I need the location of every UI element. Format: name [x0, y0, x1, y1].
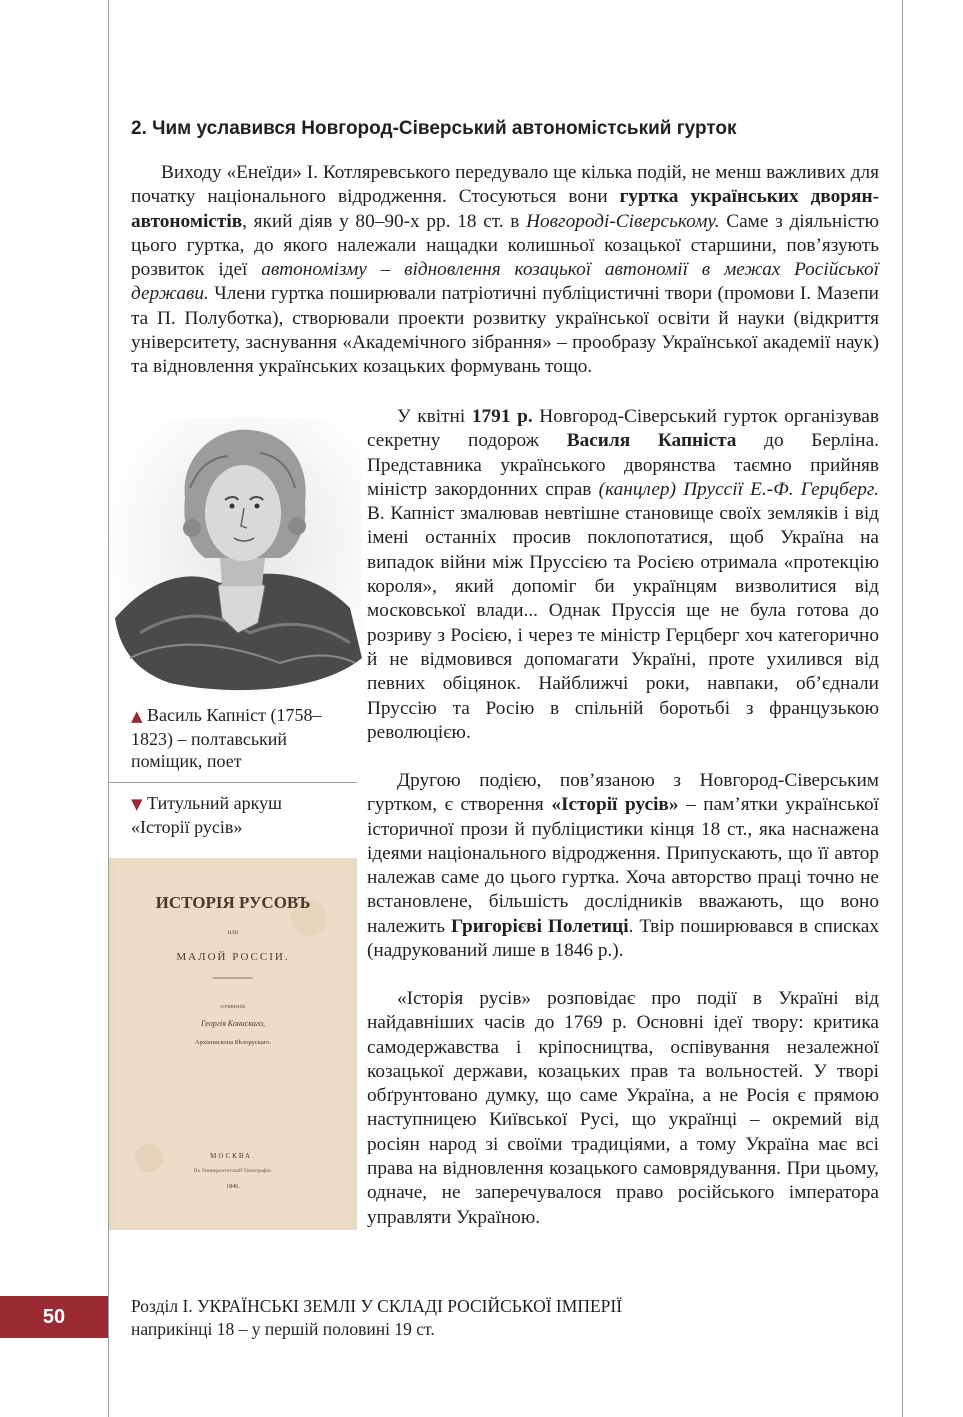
- paragraph-4: [367, 987, 879, 1230]
- text-run: Члени гуртка поширювали патріотичні публіцистичні твори (промови І. Мазепи та П. Полуботка), створювали проекти розвитку української освіти й науки (відкриття університету, заснування «Академічного зібрання» – прообразу Української академії наук) та відновлення українських козацьких формувань тощо.: [131, 283, 879, 378]
- text-run: Григорієві Полетиці: [450, 915, 629, 937]
- text-run: – пам’ятки української історичної прози й публіцистики кінця 18 ст., яка наснажена ідеями національного відродження. Припускають, що її автор належав саме до цього гуртка. Хоча авторство праці точно не встановлене, більшість дослідників вважають, що воно належить: [367, 794, 879, 937]
- text-run: Новгород-Сіверський гурток організував секретну подорож: [367, 406, 879, 452]
- text-run: . Твір поширювався в списках (надрукований лише в 1846 р.).: [367, 915, 880, 962]
- title-page-line-6: Архіепископа Бѣлорускаго.: [194, 1039, 272, 1046]
- text-run: У квітні: [397, 406, 472, 427]
- caption-divider: [109, 782, 357, 783]
- title-page-line-8: Въ Университетской Типографіи.: [193, 1168, 273, 1174]
- title-page-line-1: ИСТОРІЯ РУСОВЪ: [155, 893, 311, 912]
- text-run: Виходу «Енеїди» І. Котляревського передувало ще кілька подій, не менш важливих для початку національного відродження. Стосуються вони: [131, 162, 879, 208]
- titlepage-caption: ▼ Титульний аркуш «Історії русів»: [131, 793, 282, 837]
- text-run: Василя Капніста: [566, 430, 737, 452]
- text-run: «Історії русів»: [551, 794, 679, 816]
- section-heading: 2. Чим уславився Новгород-Сіверський автономістський гурток: [131, 118, 737, 139]
- text-run: В. Капніст змалював невтішне становище своїх земляків і від імені останніх просив поклопотатися, щоб Україна на випадок війни між Пруссією та Росією отримала «протекцію короля», який допоміг би українцям визволитися від московської влади... Однак Пруссія ще не була готова до розриву з Росією, і через те міністр Герцберг хоч категорично й не відмовився допомагати Україні, проте ухилився від певних обіцянок. Найближчі роки, навпаки, об’єднали Пруссію та Росію в спільній боротьбі з французькою революцією.: [367, 503, 879, 743]
- page-number-badge: 50: [0, 1296, 108, 1338]
- footer-section-title: Розділ І. УКРАЇНСЬКІ ЗЕМЛІ У СКЛАДІ РОСІЙСЬКОЇ ІМПЕРІЇ: [131, 1296, 623, 1316]
- text-run: Другою подією, пов’язаною з Новгород-Сіверським гуртком, є створення: [367, 770, 879, 816]
- text-run: «Історія русів» розповідає про події в Україні від найдавніших часів до 1769 р. Основні ідеї твору: критика самодержавства і кріпосництва, оспівування незалежної козацької держави, козацьких прав та вольностей. У творі обґрунтовано думку, що саме Україна, а не Росія є прямою наступницею Київської Русі, що українці – окремий від росіян народ зі своїми традиціями, а тому Україна має всі права на відновлення козацького самоврядування. При цьому, одначе, не заперечувалося право російського імператора управляти Україною.: [367, 988, 879, 1228]
- portrait-caption: ▲ Василь Капніст (1758–1823) – полтавський поміщик, поет: [131, 705, 322, 771]
- text-run: до Берліна. Представника українського дворянства таємно прийняв міністр закордонних справ: [367, 430, 879, 500]
- text-run: (канцлер) Пруссії Е.-Ф. Герцберг.: [598, 478, 879, 500]
- text-run: , який діяв у 80–90-х рр. 18 ст. в: [242, 210, 527, 232]
- footer-section-subtitle: наприкінці 18 – у першій половині 19 ст.: [131, 1319, 435, 1339]
- paragraph-3: [367, 769, 879, 963]
- text-run: 1791 р.: [471, 406, 533, 427]
- paragraph-2: [367, 405, 879, 745]
- arrow-down-icon: ▼: [131, 795, 143, 813]
- title-page-line-5: Георгія Конискаго,: [200, 1019, 266, 1028]
- right-margin-line: [902, 0, 903, 1417]
- title-page-line-3: МАЛОЙ РОССІИ.: [176, 951, 290, 963]
- title-page-image: [109, 858, 357, 1230]
- title-page-line-4: сочиненіе: [220, 1004, 246, 1010]
- arrow-up-icon: ▲: [131, 707, 143, 725]
- paragraph-1: [131, 161, 879, 380]
- portrait-image: [110, 418, 362, 696]
- text-run: Саме з діяльністю цього гуртка, до якого належали нащадки колишньої козацької старшини, пов’язують розвиток ідеї: [131, 210, 879, 281]
- title-page-line-7: МОСКВА.: [210, 1152, 256, 1160]
- text-run: Новгороді-Сіверському.: [526, 210, 720, 232]
- title-page-line-9: 1846.: [226, 1184, 240, 1190]
- text-run: гуртка українських дворян-автономістів: [131, 186, 879, 232]
- text-run: автономізму – відновлення козацької автономії в межах Російської держави.: [131, 259, 879, 305]
- title-page-line-2: или: [227, 928, 239, 936]
